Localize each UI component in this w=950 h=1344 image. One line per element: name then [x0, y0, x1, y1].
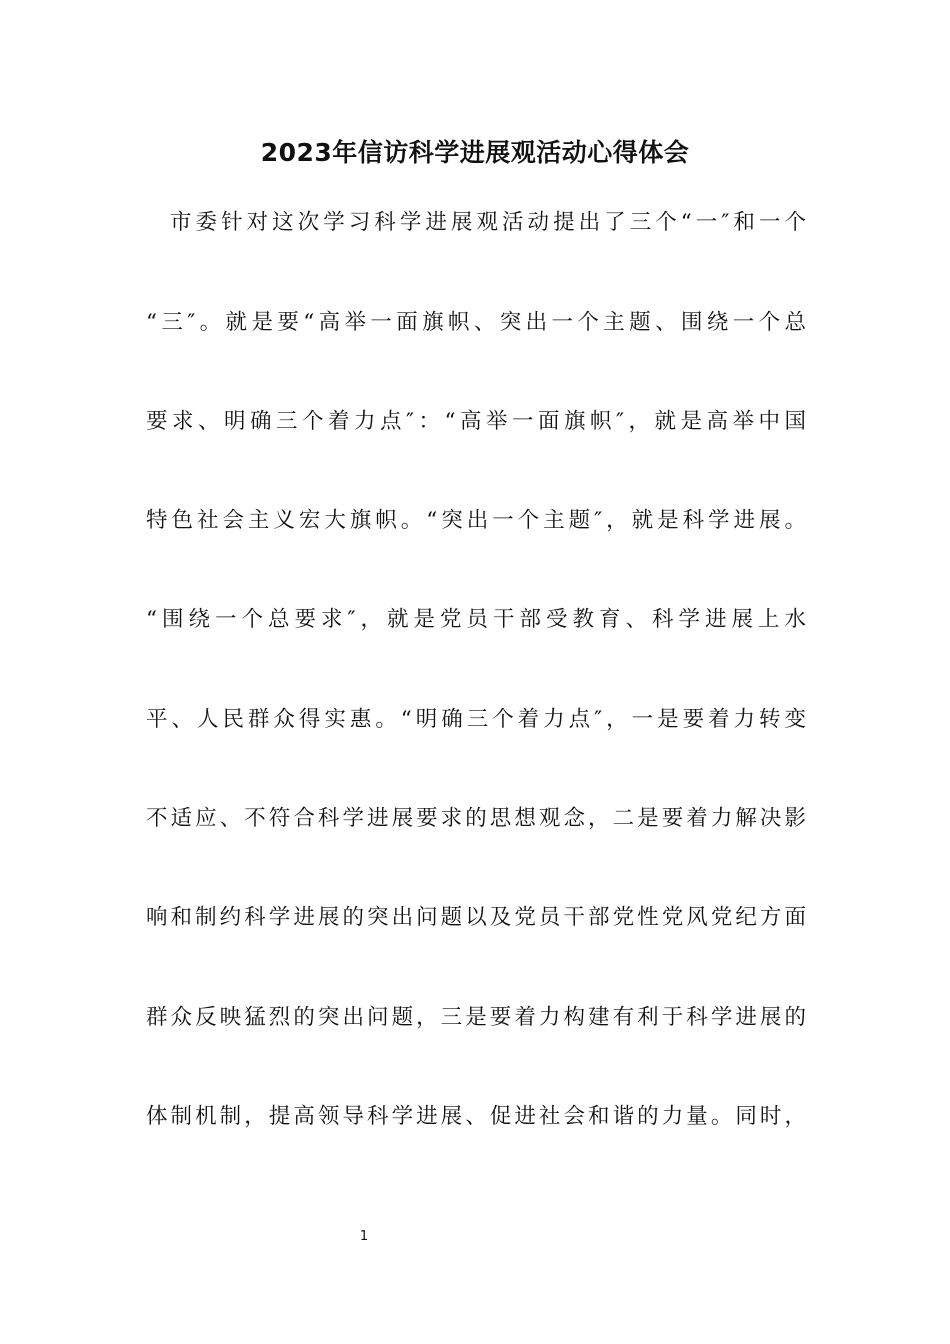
body-line-9: 群众反映猛烈的突出问题，三是要着力构建有利于科学进展的 [146, 1005, 806, 1030]
body-line-6: 平、人民群众得实惠。“明确三个着力点″，一是要着力转变 [146, 707, 806, 732]
body-line-10: 体制机制，提高领导科学进展、促进社会和谐的力量。同时， [146, 1104, 806, 1129]
body-line-8: 响和制约科学进展的突出问题以及党员干部党性党风党纪方面 [146, 905, 806, 930]
body-line-4: 特色社会主义宏大旗帜。“突出一个主题″，就是科学进展。 [146, 508, 806, 533]
document-title: 2023年信访科学进展观活动心得体会 [260, 138, 690, 167]
body-line-7: 不适应、不符合科学进展要求的思想观念，二是要着力解决影 [146, 806, 806, 831]
body-line-2: “三″。就是要“高举一面旗帜、突出一个主题、围绕一个总 [146, 310, 806, 335]
page-number: 1 [359, 1229, 369, 1244]
body-line-3: 要求、明确三个着力点″：“高举一面旗帜″，就是高举中国 [146, 409, 806, 434]
body-line-5: “围绕一个总要求″，就是党员干部受教育、科学进展上水 [146, 607, 806, 632]
body-line-1: 市委针对这次学习科学进展观活动提出了三个“一″和一个 [170, 210, 806, 235]
